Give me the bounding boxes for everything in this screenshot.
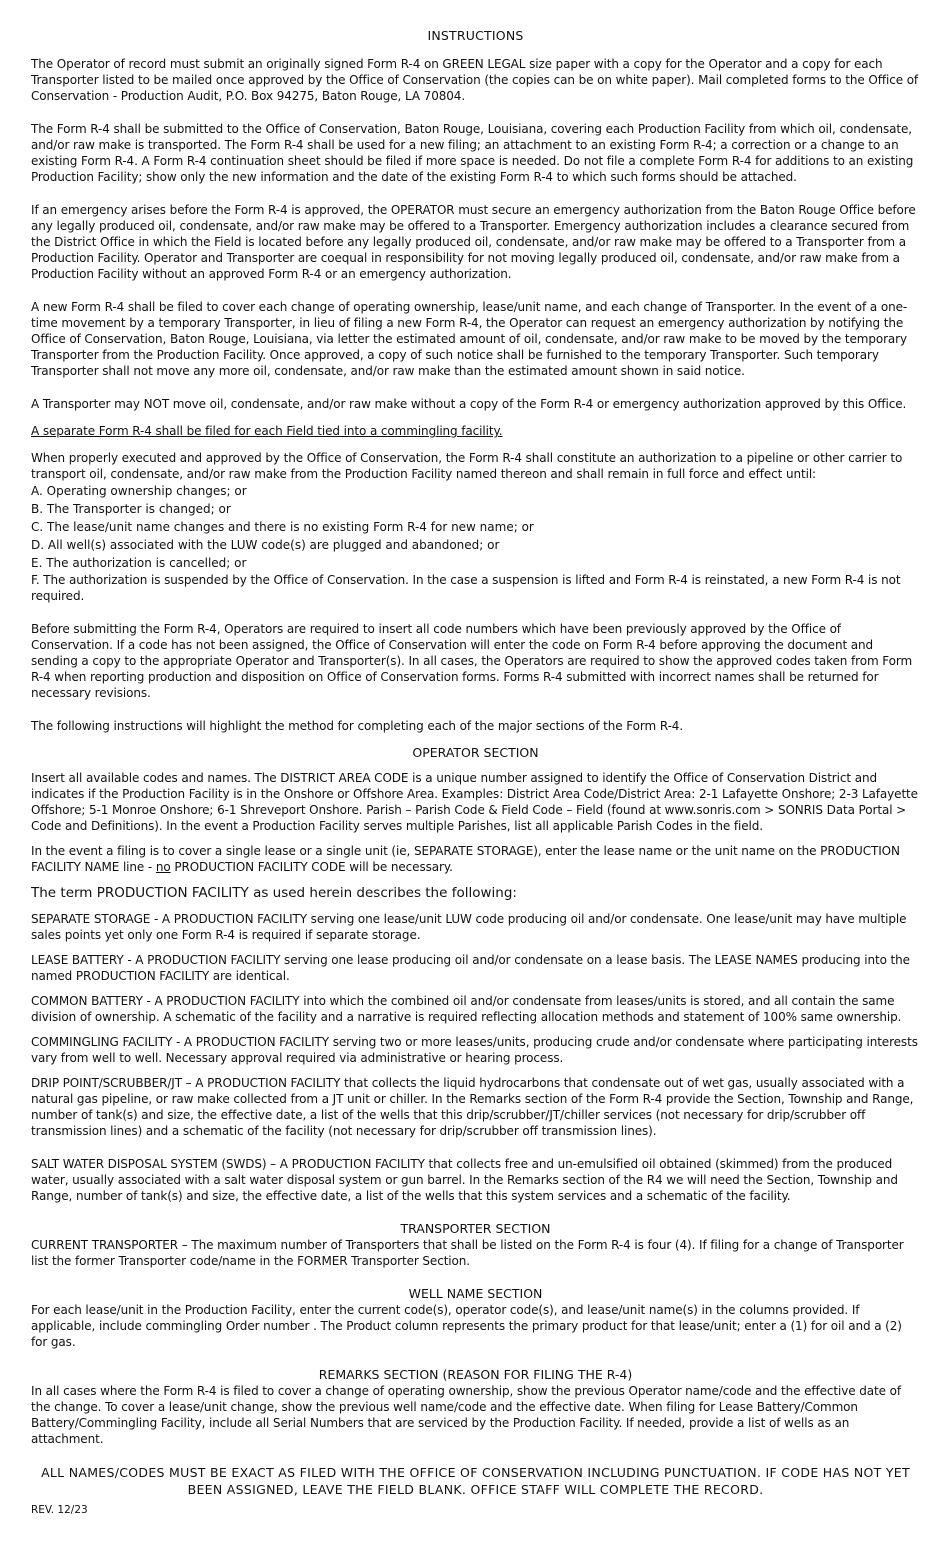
operator-codes-paragraph: Insert all available codes and names. The DISTRICT AREA CODE is a unique number assigned to identify the Office of Conservation District and indicates if the Production Facility is in the Onshore or Offshore Area. Examples: District Area Code/District Area: 2-1 Lafayette Onshore; 2-3 Lafayette Offshore; 5-1 Monroe Onshore; 6-1 Shreveport Onshore. Parish – Parish Code & Field Code – Field (found at www.sonris.com > SONRIS Data Portal > Code and Definitions). In the event a Production Facility serves multiple Parishes, list all applicable Parish Codes in the field.	[31, 771, 918, 833]
intro-paragraph-1: The Operator of record must submit an originally signed Form R-4 on GREEN LEGAL size paper with a copy for the Operator and a copy for each Transporter listed to be mailed once approved by the Office of Conservation (the copies can be on white paper). Mail completed forms to the Office of Conservation - Production Audit, P.O. Box 94275, Baton Rouge, LA 70804.	[31, 57, 919, 103]
definition-separate-storage: SEPARATE STORAGE - A PRODUCTION FACILITY serving one lease/unit LUW code producing oil and/or condensate. One lease/unit may have multiple sales points yet only one Form R-4 is required if separate storage.	[31, 912, 907, 942]
validity-item-f: F. The authorization is suspended by the Office of Conservation. In the case a suspension is lifted and Form R-4 is reinstated, a new Form R-4 is not required.	[31, 573, 901, 603]
definition-lease-battery: LEASE BATTERY - A PRODUCTION FACILITY serving one lease producing oil and/or condensate on a lease basis. The LEASE NAMES producing into the named PRODUCTION FACILITY are identical.	[31, 953, 910, 983]
validity-item-d: D. All well(s) associated with the LUW code(s) are plugged and abandoned; or	[31, 538, 500, 552]
well-name-section-text: For each lease/unit in the Production Facility, enter the current code(s), operator code(s), and lease/unit name(s) in the columns provided. If applicable, include commingling Order number . The Product column represents the primary product for that lease/unit; enter a (1) for oil and a (2) for gas.	[31, 1303, 902, 1349]
single-lease-paragraph: In the event a filing is to cover a single lease or a single unit (ie, SEPARATE STORAGE), enter the lease name or the unit name on the PRODUCTION FACILITY NAME line - no PRODUCTION FACILITY CODE will be necessary.	[31, 844, 900, 874]
definition-drip-point: DRIP POINT/SCRUBBER/JT – A PRODUCTION FACILITY that collects the liquid hydrocarbons that condensate out of wet gas, usually associated with a natural gas pipeline, or raw make collected from a JT unit or chiller. In the Remarks section of the Form R-4 provide the Section, Township and Range, number of tank(s) and size, the effective date, a list of the wells that this drip/scrubber/JT/chiller services (not necessary for drip/scrubber off transmission lines) and a schematic of the facility (not necessary for drip/scrubber off transmission lines).	[31, 1076, 914, 1138]
transporter-section-text: CURRENT TRANSPORTER – The maximum number of Transporters that shall be listed on the Form R-4 is four (4). If filing for a change of Transporter list the former Transporter code/name in the FORMER Transporter Section.	[31, 1238, 904, 1268]
transporter-section-heading: TRANSPORTER SECTION	[400, 1221, 551, 1236]
intro-paragraph-4: A new Form R-4 shall be filed to cover each change of operating ownership, lease/unit name, and each change of Transporter. In the event of a one-time movement by a temporary Transporter, in lieu of filing a new Form R-4, the Operator can request an emergency authorization by notifying the Office of Conservation, Baton Rouge, Louisiana, via letter the estimated amount of oil, condensate, and/or raw make to be moved by the temporary Transporter from the Production Facility. Once approved, a copy of such notice shall be furnished to the temporary Transporter. Such temporary Transporter shall not move any more oil, condensate, and/or raw make than the estimated amount shown in said notice.	[31, 300, 908, 378]
production-facility-term: The term PRODUCTION FACILITY as used herein describes the following:	[31, 885, 517, 901]
intro-paragraph-5: A Transporter may NOT move oil, condensate, and/or raw make without a copy of the Form R-4 or emergency authorization approved by this Office.	[31, 397, 907, 411]
page-title: INSTRUCTIONS	[427, 28, 524, 43]
intro-paragraph-3: If an emergency arises before the Form R-4 is approved, the OPERATOR must secure an emergency authorization from the Baton Rouge Office before any legally produced oil, condensate, and/or raw make may be offered to a Transporter. Emergency authorization includes a clearance secured from the District Office in which the Field is located before any legally produced oil, condensate, and/or raw make may be offered to a Transporter from a Production Facility. Operator and Transporter are coequal in responsibility for not moving legally produced oil, condensate, and/or raw make from a Production Facility without an approved Form R-4 or an emergency authorization.	[31, 203, 916, 281]
validity-item-a: A. Operating ownership changes; or	[31, 484, 247, 498]
definition-commingling-facility: COMMINGLING FACILITY - A PRODUCTION FACILITY serving two or more leases/units, producing crude and/or condensate where participating interests vary from well to well. Necessary approval required via administrative or hearing process.	[31, 1035, 918, 1065]
commingling-note: A separate Form R-4 shall be filed for each Field tied into a commingling facility.	[31, 424, 503, 438]
validity-item-c: C. The lease/unit name changes and there is no existing Form R-4 for new name; or	[31, 520, 534, 534]
validity-intro: When properly executed and approved by the Office of Conservation, the Form R-4 shall constitute an authorization to a pipeline or other carrier to transport oil, condensate, and/or raw make from the Production Facility named thereon and shall remain in full force and effect until:	[31, 451, 903, 481]
intro-paragraph-2: The Form R-4 shall be submitted to the Office of Conservation, Baton Rouge, Louisiana, covering each Production Facility from which oil, condensate, and/or raw make is transported. The Form R-4 shall be used for a new filing; an attachment to an existing Form R-4; a correction or a change to an existing Form R-4. A Form R-4 continuation sheet should be filed if more space is needed. Do not file a complete Form R-4 for additions to an existing Production Facility; show only the new information and the date of the existing Form R-4 to which such forms should be attached.	[31, 122, 914, 184]
remarks-section-text: In all cases where the Form R-4 is filed to cover a change of operating ownership, show the previous Operator name/code and the effective date of the change. To cover a lease/unit change, show the previous well name/code and the effective date. When filing for Lease Battery/Common Battery/Commingling Facility, include all Serial Numbers that are serviced by the Production Facility. If needed, provide a list of wells as an attachment.	[31, 1384, 901, 1446]
definition-swds: SALT WATER DISPOSAL SYSTEM (SWDS) – A PRODUCTION FACILITY that collects free and un-emulsified oil obtained (skimmed) from the produced water, usually associated with a salt water disposal system or gun barrel. In the Remarks section of the R4 we will need the Section, Township and Range, number of tank(s) and size, the effective date, a list of the wells that this system services and a schematic of the facility.	[31, 1157, 898, 1203]
validity-item-b: B. The Transporter is changed; or	[31, 502, 231, 516]
operator-section-heading: OPERATOR SECTION	[412, 745, 539, 760]
method-paragraph: The following instructions will highlight the method for completing each of the major sections of the Form R-4.	[31, 719, 684, 733]
remarks-section-heading: REMARKS SECTION (REASON FOR FILING THE R-4)	[318, 1367, 633, 1382]
well-name-section-heading: WELL NAME SECTION	[408, 1286, 543, 1301]
final-notice: ALL NAMES/CODES MUST BE EXACT AS FILED WITH THE OFFICE OF CONSERVATION INCLUDING PUNCTUATION. IF CODE HAS NOT YET BEEN ASSIGNED, LEAVE THE FIELD BLANK. OFFICE STAFF WILL COMPLETE THE RECORD.	[41, 1465, 910, 1497]
instructions-page	[31, 28, 920, 1518]
definition-common-battery: COMMON BATTERY - A PRODUCTION FACILITY into which the combined oil and/or condensate from leases/units is stored, and all contain the same division of ownership. A schematic of the facility and a narrative is required reflecting allocation methods and statement of 100% same ownership.	[31, 994, 902, 1024]
validity-item-e: E. The authorization is cancelled; or	[31, 556, 247, 570]
codes-paragraph: Before submitting the Form R-4, Operators are required to insert all code numbers which have been previously approved by the Office of Conservation. If a code has not been assigned, the Office of Conservation will enter the code on Form R-4 before approving the document and sending a copy to the appropriate Operator and Transporter(s). In all cases, the Operators are required to show the approved codes taken from Form R-4 when reporting production and disposition on Office of Conservation forms. Forms R-4 submitted with incorrect names shall be returned for necessary revisions.	[31, 622, 913, 700]
no-emphasis: no	[155, 860, 171, 874]
revision-label: REV. 12/23	[31, 1504, 88, 1516]
